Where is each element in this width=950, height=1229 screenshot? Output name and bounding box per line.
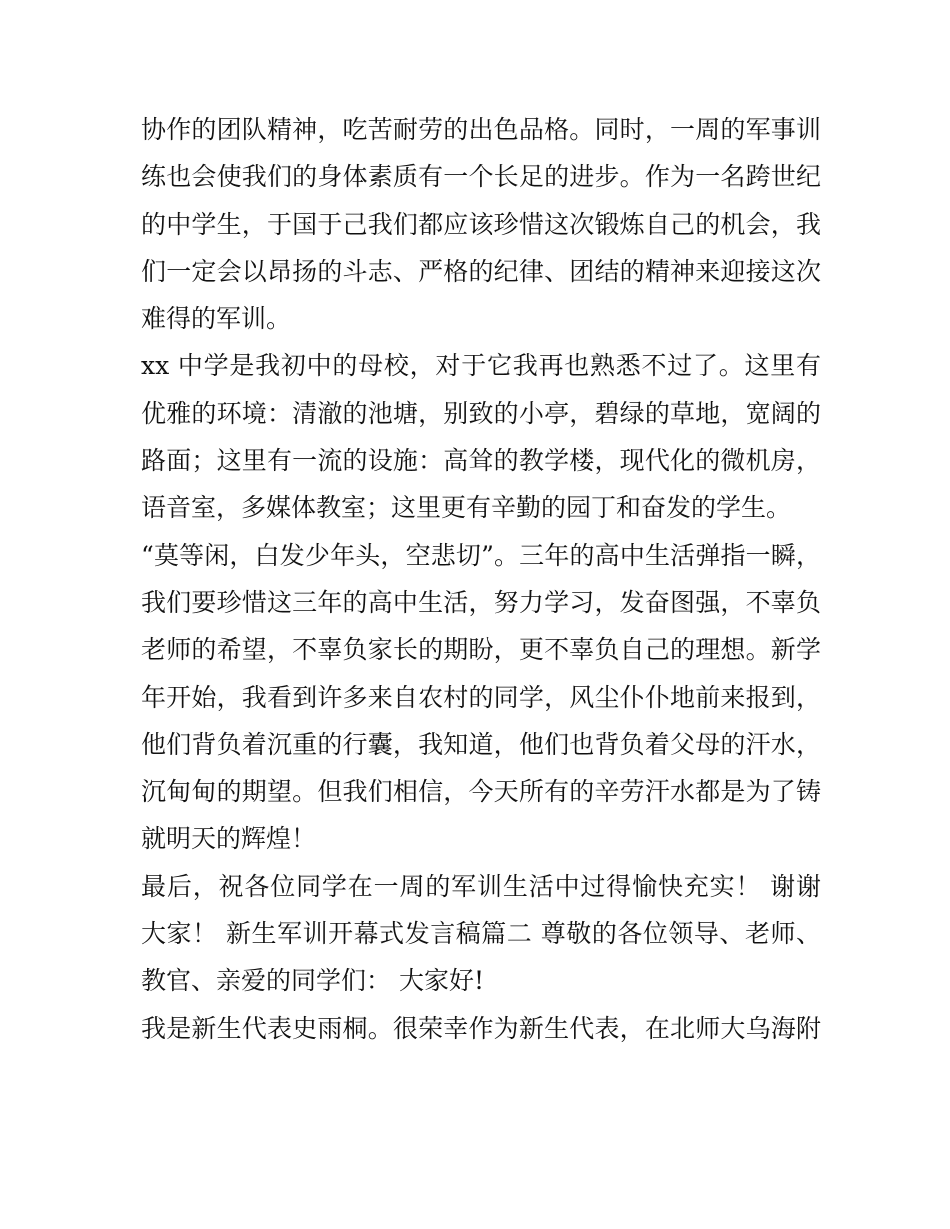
- text-line: 的中学生，于国于己我们都应该珍惜这次锻炼自己的机会，我: [141, 209, 821, 239]
- text-line: 路面；这里有一流的设施：高耸的教学楼，现代化的微机房，: [141, 446, 821, 476]
- text-line: 最后，祝各位同学在一周的军训生活中过得愉快充实！ 谢谢: [141, 871, 821, 901]
- text-line: 我是新生代表史雨桐。很荣幸作为新生代表，在北师大乌海附: [141, 1013, 821, 1043]
- text-line: 大家！ 新生军训开幕式发言稿篇二 尊敬的各位领导、老师、: [141, 919, 821, 949]
- text-line: “莫等闲，白发少年头，空悲切”。三年的高中生活弹指一瞬，: [141, 540, 821, 570]
- text-line: 语音室，多媒体教室；这里更有辛勤的园丁和奋发的学生。: [141, 493, 792, 523]
- text-line: 练也会使我们的身体素质有一个长足的进步。作为一名跨世纪: [141, 162, 821, 192]
- document-body: [141, 106, 821, 1052]
- text-line: 们一定会以昂扬的斗志、严格的纪律、团结的精神来迎接这次: [141, 256, 821, 286]
- text-line: xx 中学是我初中的母校，对于它我再也熟悉不过了。这里有: [141, 351, 821, 381]
- text-line: 教官、亲爱的同学们： 大家好!: [141, 966, 484, 996]
- text-line: 老师的希望，不辜负家长的期盼，更不辜负自己的理想。新学: [141, 635, 821, 665]
- text-line: 就明天的辉煌！: [141, 824, 317, 854]
- text-line: 我们要珍惜这三年的高中生活，努力学习，发奋图强，不辜负: [141, 587, 821, 617]
- text-line: 他们背负着沉重的行囊，我知道，他们也背负着父母的汗水，: [141, 729, 821, 759]
- text-line: 协作的团队精神，吃苦耐劳的出色品格。同时，一周的军事训: [141, 115, 821, 144]
- text-line: 沉甸甸的期望。但我们相信，今天所有的辛劳汗水都是为了铸: [141, 777, 821, 807]
- text-line: 难得的军训。: [141, 304, 292, 334]
- text-line: 年开始，我看到许多来自农村的同学，风尘仆仆地前来报到，: [141, 682, 821, 712]
- text-line: 优雅的环境：清澈的池塘，别致的小亭，碧绿的草地，宽阔的: [141, 398, 821, 428]
